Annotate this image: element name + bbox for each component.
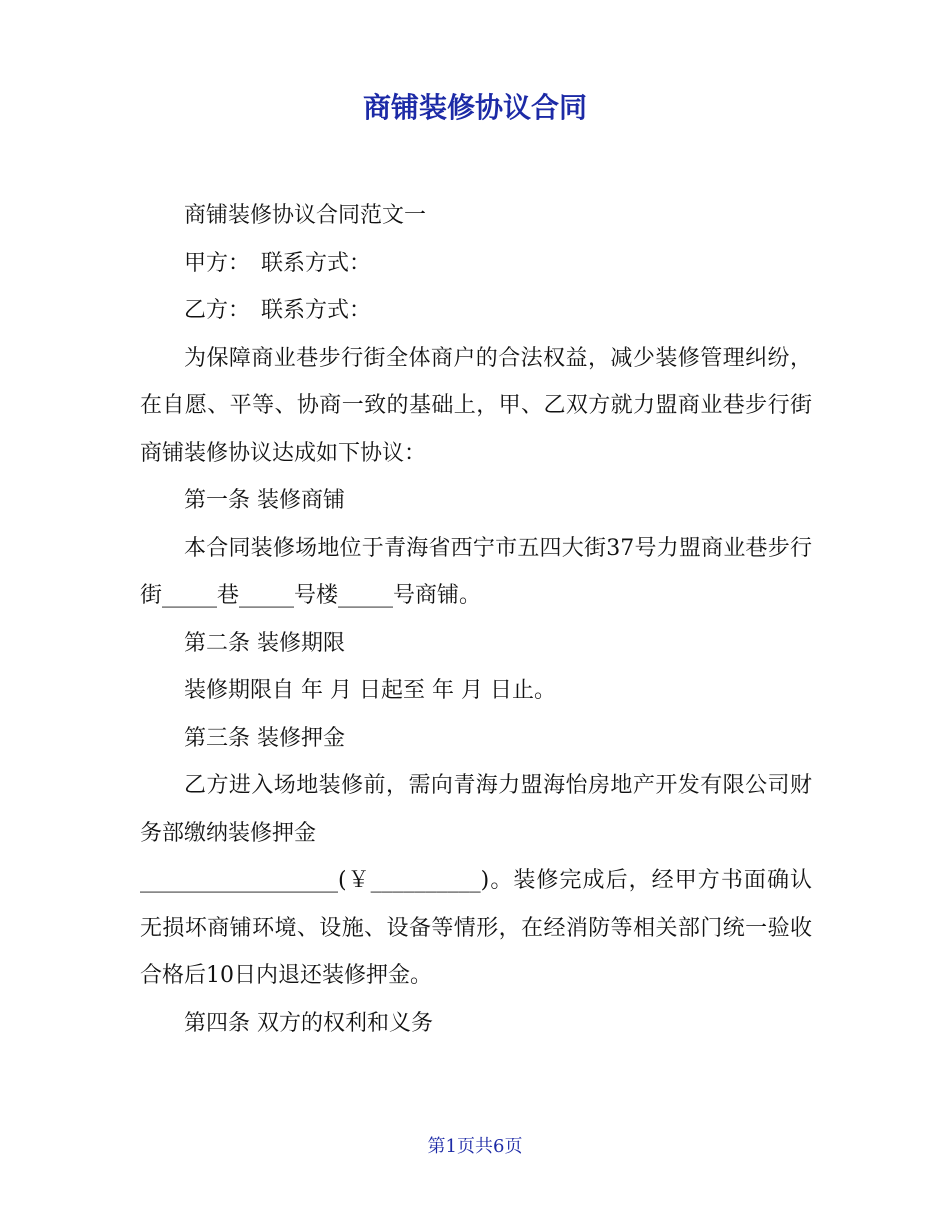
article-3-heading: 第三条 装修押金 (184, 725, 345, 751)
article-2-heading: 第二条 装修期限 (184, 630, 345, 656)
article-4-heading: 第四条 双方的权利和义务 (184, 1010, 433, 1036)
article-3-body: 乙方进入场地装修前，需向青海力盟海怡房地产开发有限公司财务部缴纳装修押金 (140, 773, 812, 846)
document-body (140, 192, 812, 1047)
document-title: 商铺装修协议合同 (362, 91, 587, 124)
paragraph-party-b: 乙方： 联系方式： (184, 298, 372, 323)
paragraph-party-a: 甲方： 联系方式： (184, 250, 372, 276)
article-2-body: 装修期限自 年 月 日起至 年 月 日止。 (184, 678, 556, 703)
page-footer: 第1页共6页 (427, 1136, 523, 1157)
paragraph-preamble: 为保障商业巷步行街全体商户的合法权益，减少装修管理纠纷，在自愿、平等、协商一致的基础上，甲、乙双方就力盟商业巷步行街 商铺装修协议达成如下协议： (140, 345, 812, 466)
article-1-body: 本合同装修场地位于青海省西宁市五四大街37号力盟商业巷步行街_____巷_____号楼_____号商铺。 (140, 535, 812, 608)
article-1-heading: 第一条 装修商铺 (184, 488, 345, 513)
paragraph-subtitle: 商铺装修协议合同范文一 (184, 203, 427, 228)
article-3-body-continued: __________________(￥__________)。装修完成后，经甲方书面确认无损坏商铺环境、设施、设备等情形，在经消防等相关部门统一验收合格后10日内退还装修押金。 (140, 868, 812, 988)
